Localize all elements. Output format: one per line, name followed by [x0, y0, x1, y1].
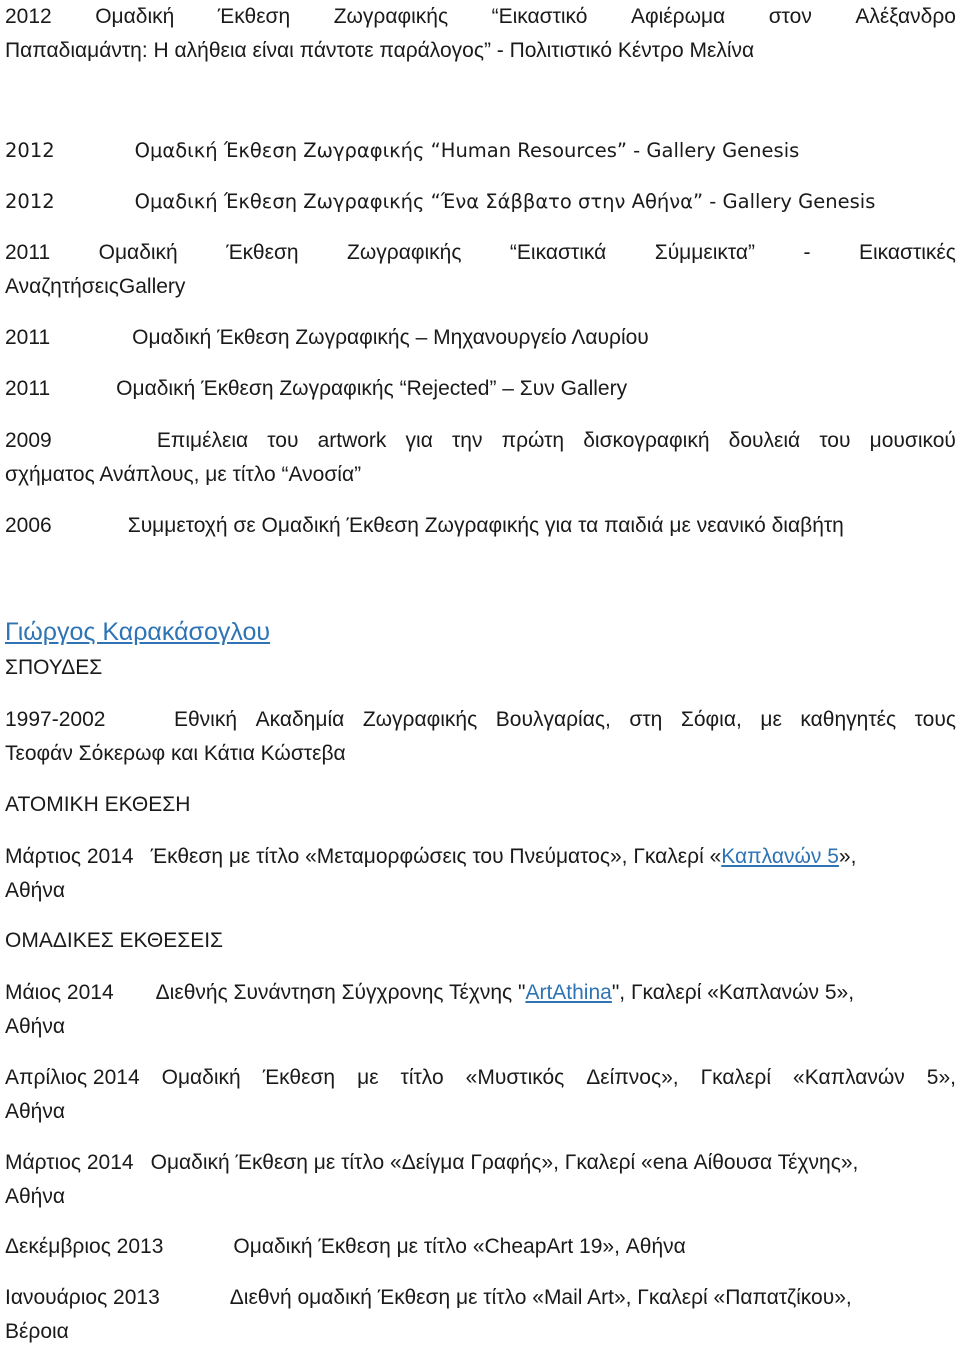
entry-line-2: ΑναζητήσειςGallery [5, 275, 186, 298]
entry-word: Εθνική [174, 708, 238, 731]
entry-word: 5», [926, 1066, 956, 1089]
group-entry [5, 976, 956, 1044]
entry-word: Έκθεση [217, 5, 291, 28]
entry-date: 1997-2002 [5, 708, 106, 731]
entry-text: », [838, 845, 857, 868]
entry-text: Ομαδική Έκθεση Ζωγραφικής “Ένα Σάββατο στην Αθήνα” - Gallery Genesis [134, 190, 876, 213]
entry-year: 2006 [5, 514, 52, 537]
entry-word: στον [768, 5, 812, 28]
entry-date: Απρίλιος 2014 [5, 1066, 140, 1089]
entry-line-1 [5, 840, 956, 874]
entry-line-justified [5, 703, 956, 737]
section-heading-group: ΟΜΑΔΙΚΕΣ ΕΚΘΕΣΕΙΣ [5, 929, 224, 952]
entry-text: Έκθεση με τίτλο «Μεταμορφώσεις του Πνεύματος», Γκαλερί « [150, 845, 722, 868]
solo-entry [5, 840, 956, 908]
entry-word: - [803, 241, 811, 264]
gallery-link[interactable]: Καπλανών 5 [721, 845, 839, 868]
entry-word: του [267, 429, 299, 452]
entry-word: Έκθεση [262, 1066, 336, 1089]
entry-word: “Εικαστικά [509, 241, 607, 264]
entry-word: Επιμέλεια [156, 429, 249, 452]
entry-line-2: Αθήνα [5, 1015, 66, 1038]
exhibition-entry [5, 509, 956, 543]
entry-word: δισκογραφική [583, 429, 710, 452]
entry-year: 2011 [5, 241, 51, 264]
entry-word: με [357, 1066, 379, 1089]
entry-word: Γκαλερί [700, 1066, 772, 1089]
entry-word: τους [914, 708, 956, 731]
entry-word: τίτλο [400, 1066, 444, 1089]
entry-word: στη [629, 708, 663, 731]
entry-word: δουλειά [728, 429, 801, 452]
entry-word: Ζωγραφικής [333, 5, 449, 28]
entry-word: Αλέξανδρο [855, 5, 956, 28]
entry-line-2: Τεοφάν Σόκερωφ και Κάτια Κώστεβα [5, 742, 346, 765]
entry-text: Ομαδική Έκθεση με τίτλο «CheapArt 19», Αθήνα [233, 1235, 686, 1258]
entry-line-1 [5, 1281, 956, 1315]
entry-date: Μάρτιος 2014 [5, 1151, 134, 1174]
entry-word: Ζωγραφικής [362, 708, 478, 731]
entry-line-2: Αθήνα [5, 1185, 66, 1208]
entry-line-2: σχήματος Ανάπλους, με τίτλο “Ανοσία” [5, 463, 362, 486]
entry-word: Ζωγραφικής [347, 241, 462, 264]
entry-word: «Καπλανών [793, 1066, 905, 1089]
entry-text: Ομαδική Έκθεση Ζωγραφικής “Rejected” – Συν Gallery [116, 377, 628, 400]
entry-date: Δεκέμβριος 2013 [5, 1235, 164, 1258]
entry-year: 2009 [5, 429, 52, 452]
entry-word: artwork [317, 429, 387, 452]
exhibition-entry [5, 372, 956, 406]
entry-text: Διεθνής Συνάντηση Σύγχρονης Τέχνης " [155, 981, 526, 1004]
entry-date: Μάιος 2014 [5, 981, 114, 1004]
entry-word: Σόφια, [680, 708, 742, 731]
entry-word: με [760, 708, 782, 731]
entry-word: Εικαστικές [858, 241, 956, 264]
group-entry [5, 1281, 956, 1349]
exhibition-entry [5, 424, 956, 492]
section-heading-studies: ΣΠΟΥΔΕΣ [5, 656, 103, 679]
entry-line-justified [5, 1061, 956, 1095]
entry-text: Ομαδική Έκθεση Ζωγραφικής “Human Resources” - Gallery Genesis [134, 139, 800, 162]
exhibition-entry [5, 134, 956, 168]
entry-line-2: Αθήνα [5, 879, 66, 902]
entry-word: «Μυστικός [465, 1066, 565, 1089]
entry-word: για [405, 429, 433, 452]
group-entry [5, 1146, 956, 1214]
entry-line-justified [5, 424, 956, 458]
exhibition-entry [5, 236, 956, 304]
entry-word: Ακαδημία [255, 708, 345, 731]
entry-word: Σύμμεικτα” [654, 241, 756, 264]
entry-word: Ομαδική [98, 241, 178, 264]
entry-date: Μάρτιος 2014 [5, 845, 134, 868]
group-entry [5, 1230, 956, 1264]
entry-line-2: Αθήνα [5, 1100, 66, 1123]
entry-word: Αφιέρωμα [630, 5, 726, 28]
exhibition-entry [5, 185, 956, 219]
group-entry [5, 1061, 956, 1129]
entry-text: Ομαδική Έκθεση Ζωγραφικής – Μηχανουργείο Λαυρίου [132, 326, 649, 349]
entry-text: Ομαδική Έκθεση με τίτλο «Δείγμα Γραφής», Γκαλερί «ena Αίθουσα Τέχνης», [150, 1151, 859, 1174]
entry-line-justified [5, 236, 956, 270]
entry-year: 2012 [5, 139, 55, 162]
entry-word: Ομαδική [95, 5, 175, 28]
entry-word: την [451, 429, 483, 452]
entry-word: μουσικού [869, 429, 956, 452]
entry-year: 2012 [5, 5, 52, 28]
entry-line-justified [5, 0, 956, 34]
entry-line-1 [5, 1146, 956, 1180]
entry-word: Έκθεση [226, 241, 299, 264]
section-heading-solo: ΑΤΟΜΙΚΗ ΕΚΘΕΣΗ [5, 793, 191, 816]
entry-word: “Εικαστικό [491, 5, 588, 28]
entry-year: 2011 [5, 377, 51, 400]
entry-line-2: Παπαδιαμάντη: Η αλήθεια είναι πάντοτε παράλογος” - Πολιτιστικό Κέντρο Μελίνα [5, 39, 755, 62]
artist-name-link[interactable]: Γιώργος Καρακάσογλου [5, 618, 271, 646]
entry-word: του [819, 429, 851, 452]
entry-word: Δείπνος», [586, 1066, 679, 1089]
entry-word: Ομαδική [161, 1066, 241, 1089]
entry-text: Διεθνή ομαδική Έκθεση με τίτλο «Mail Art», Γκαλερί «Παπατζίκου», [229, 1286, 852, 1309]
exhibition-entry [5, 0, 956, 68]
entry-text: Συμμετοχή σε Ομαδική Έκθεση Ζωγραφικής για τα παιδιά με νεανικό διαβήτη [127, 514, 844, 537]
artathina-link[interactable]: ArtAthina [525, 981, 612, 1004]
entry-line-2: Βέροια [5, 1320, 69, 1343]
entry-date: Ιανουάριος 2013 [5, 1286, 160, 1309]
entry-word: πρώτη [501, 429, 565, 452]
entry-line-1 [5, 976, 956, 1010]
studies-entry [5, 703, 956, 771]
entry-year: 2012 [5, 190, 55, 213]
entry-year: 2011 [5, 326, 51, 349]
entry-word: καθηγητές [800, 708, 897, 731]
entry-word: Βουλγαρίας, [495, 708, 611, 731]
entry-text: ", Γκαλερί «Καπλανών 5», [611, 981, 855, 1004]
exhibition-entry [5, 321, 956, 355]
